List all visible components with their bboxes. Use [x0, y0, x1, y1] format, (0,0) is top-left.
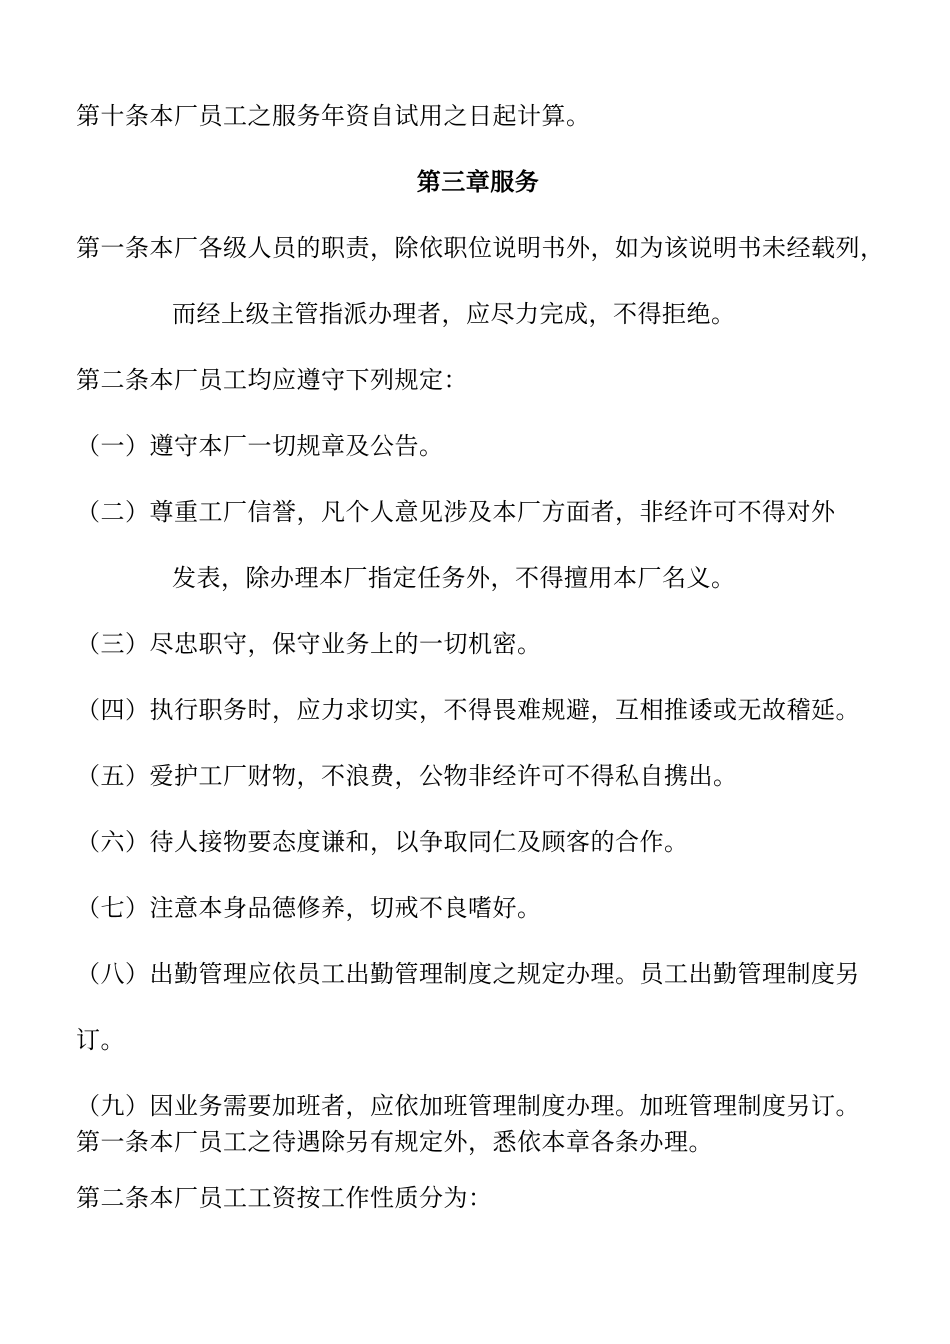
rule-item-2: （二）尊重工厂信誉，凡个人意见涉及本厂方面者，非经许可不得对外 — [76, 498, 836, 526]
treatment-article-1: 第一条本厂员工之待遇除另有规定外，悉依本章各条办理。 — [76, 1128, 713, 1156]
article-1-continuation: 而经上级主管指派办理者，应尽力完成，不得拒绝。 — [172, 300, 736, 328]
rule-item-9: （九）因业务需要加班者，应依加班管理制度办理。加班管理制度另订。 — [76, 1092, 860, 1120]
article-2-text: 第二条本厂员工均应遵守下列规定： — [76, 366, 468, 394]
rule-item-8-continuation: 订。 — [76, 1026, 125, 1054]
rule-item-4: （四）执行职务时，应力求切实，不得畏难规避，互相推诿或无故稽延。 — [76, 696, 860, 724]
rule-item-5: （五）爱护工厂财物，不浪费，公物非经许可不得私自携出。 — [76, 762, 738, 790]
rule-item-1: （一）遵守本厂一切规章及公告。 — [76, 432, 444, 460]
rule-item-7: （七）注意本身品德修养，切戒不良嗜好。 — [76, 894, 542, 922]
treatment-article-2: 第二条本厂员工工资按工作性质分为： — [76, 1184, 493, 1212]
rule-item-8: （八）出勤管理应依员工出勤管理制度之规定办理。员工出勤管理制度另 — [76, 960, 860, 988]
rule-item-2-continuation: 发表，除办理本厂指定任务外，不得擅用本厂名义。 — [172, 564, 736, 592]
article-10-text: 第十条本厂员工之服务年资自试用之日起计算。 — [76, 102, 591, 130]
article-1-text: 第一条本厂各级人员的职责，除依职位说明书外，如为该说明书未经载列， — [76, 234, 885, 262]
chapter-heading: 第三章服务 — [416, 168, 540, 196]
rule-item-3: （三）尽忠职守，保守业务上的一切机密。 — [76, 630, 542, 658]
rule-item-6: （六）待人接物要态度谦和，以争取同仁及顾客的合作。 — [76, 828, 689, 856]
